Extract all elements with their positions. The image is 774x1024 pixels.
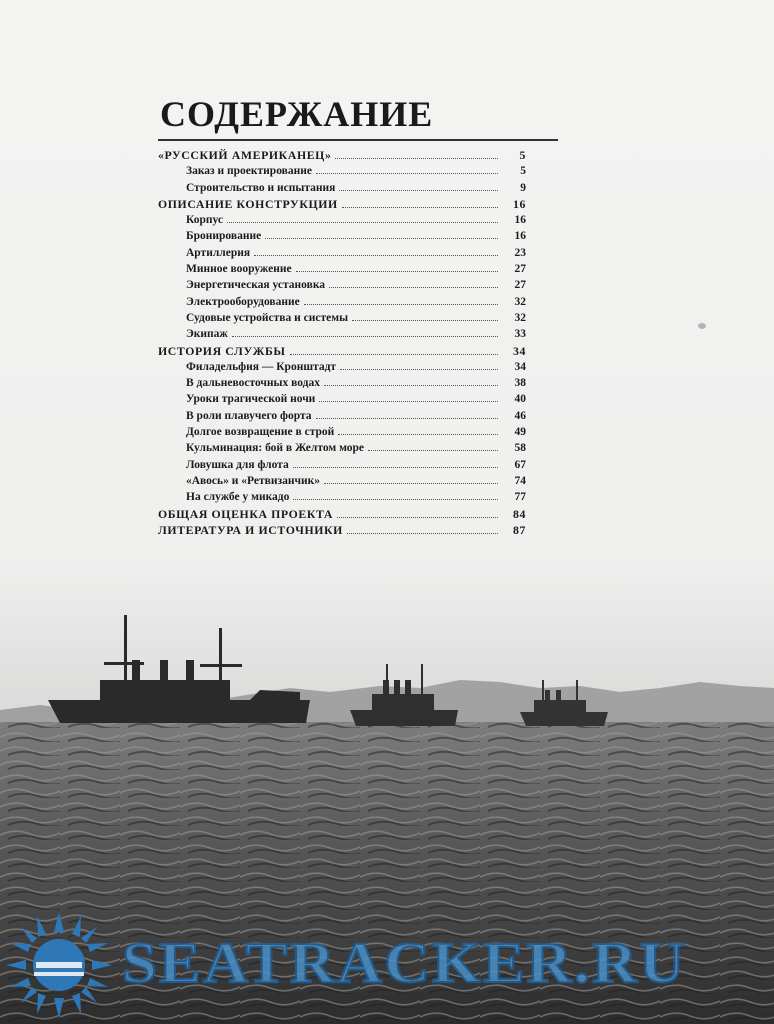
toc-section-entry [158,343,526,359]
dot-leader [265,228,498,239]
toc-page-number: 34 [514,360,526,373]
dot-leader [337,507,498,518]
toc-page-number: 5 [519,148,526,162]
toc-entry-label: «Авось» и «Ретвизанчик» [186,474,320,487]
toc-entry-label: Кульминация: бой в Желтом море [186,442,365,455]
dot-leader [293,489,498,500]
dot-leader [352,310,498,321]
watermark [0,910,774,1020]
toc-subsection-entry [158,228,526,244]
toc-entry-label: «РУССКИЙ АМЕРИКАНЕЦ» [158,148,332,162]
dot-leader [324,473,498,484]
toc-entry-label: Электрооборудование [186,295,300,308]
toc-subsection-entry [158,457,526,473]
toc-page-number: 87 [513,522,526,537]
toc-subsection-entry [158,163,526,179]
watermark-text: SEATRACKER.RU [122,930,687,995]
toc-entry-label: Артиллерия [186,246,251,259]
toc-entry-label: Долгое возвращение в строй [186,426,335,439]
toc-section-entry [158,147,526,163]
toc-subsection-entry [158,326,526,342]
toc-entry-label: ЛИТЕРАТУРА И ИСТОЧНИКИ [158,522,343,537]
toc-page-number: 32 [514,295,526,308]
toc-subsection-entry [158,310,526,326]
toc-page-number: 16 [514,214,526,227]
dot-leader [316,163,498,174]
toc-page-number: 58 [514,442,526,455]
toc-section-entry [158,196,526,212]
table-of-contents [158,92,558,538]
toc-page-number: 9 [520,181,526,194]
toc-subsection-entry [158,489,526,505]
toc-subsection-entry [158,408,526,424]
toc-page-number: 27 [514,263,526,276]
toc-subsection-entry [158,180,526,196]
toc-entry-label: Судовые устройства и системы [186,311,349,324]
toc-page-number: 34 [513,343,526,358]
dot-leader [339,180,498,191]
toc-entry-label: Минное вооружение [186,263,292,276]
dot-leader [324,375,498,386]
dot-leader [227,212,498,223]
toc-page-number: 77 [514,491,526,504]
toc-subsection-entry [158,359,526,375]
toc-entry-label: ИСТОРИЯ СЛУЖБЫ [158,343,286,358]
dot-leader [304,294,498,305]
dot-leader [340,359,498,370]
dot-leader [342,197,498,208]
sun-logo-icon [4,910,114,1020]
toc-page-number: 49 [514,426,526,439]
toc-subsection-entry [158,261,526,277]
toc-page-number: 16 [514,230,526,243]
title-divider [158,139,558,141]
toc-entry-label: В дальневосточных водах [186,377,320,390]
toc-subsection-entry [158,424,526,440]
toc-subsection-entry [158,375,526,391]
toc-page-number: 74 [514,474,526,487]
toc-page-number: 16 [513,196,526,211]
toc-page-number: 46 [514,409,526,422]
toc-section-entry [158,522,526,538]
toc-page-number: 32 [514,311,526,324]
toc-page-number: 5 [520,165,526,178]
toc-list [158,147,526,538]
toc-subsection-entry [158,212,526,228]
toc-page-number: 38 [514,377,526,390]
toc-entry-label: Корпус [186,214,224,227]
dot-leader [335,148,498,159]
dot-leader [338,424,498,435]
dot-leader [329,277,498,288]
dot-leader [293,457,498,468]
toc-entry-label: Филадельфия — Кронштадт [186,360,337,373]
toc-page-number: 27 [514,279,526,292]
toc-page-number: 40 [514,393,526,406]
toc-subsection-entry [158,294,526,310]
toc-entry-label: Строительство и испытания [186,181,336,194]
dot-leader [319,391,498,402]
dot-leader [290,344,498,355]
toc-entry-label: Ловушка для флота [186,458,289,471]
page-smudge [698,323,706,329]
toc-entry-label: Энергетическая установка [186,279,326,292]
dot-leader [368,440,498,451]
toc-page-number: 67 [514,458,526,471]
toc-page-number: 23 [514,246,526,259]
toc-entry-label: На службе у микадо [186,491,290,504]
dot-leader [232,326,498,337]
toc-page-number: 33 [514,328,526,341]
toc-page-number: 84 [513,506,526,521]
toc-subsection-entry [158,440,526,456]
dot-leader [316,408,498,419]
toc-section-entry [158,506,526,522]
toc-subsection-entry [158,473,526,489]
toc-entry-label: ОБЩАЯ ОЦЕНКА ПРОЕКТА [158,506,334,521]
toc-entry-label: Уроки трагической ночи [186,393,316,406]
toc-entry-label: Экипаж [186,328,228,341]
toc-entry-label: В роли плавучего форта [186,409,312,422]
toc-subsection-entry [158,391,526,407]
dot-leader [296,261,498,272]
dot-leader [347,523,498,534]
toc-entry-label: ОПИСАНИЕ КОНСТРУКЦИИ [158,196,338,211]
toc-entry-label: Бронирование [186,230,262,243]
toc-entry-label: Заказ и проектирование [186,165,312,178]
toc-subsection-entry [158,245,526,261]
toc-subsection-entry [158,277,526,293]
toc-title: СОДЕРЖАНИЕ [160,94,434,134]
dot-leader [254,245,498,256]
